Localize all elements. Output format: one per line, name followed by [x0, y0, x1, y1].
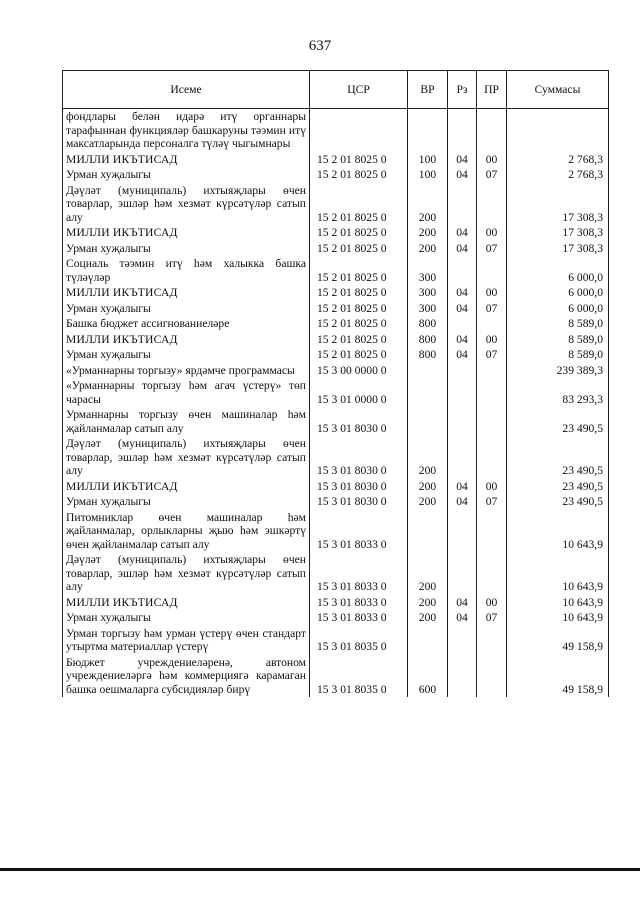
cell-rz: 04 — [448, 152, 477, 168]
cell-vr: 300 — [408, 256, 448, 285]
cell-csr: 15 2 01 8025 0 — [310, 347, 408, 363]
cell-csr: 15 2 01 8025 0 — [310, 241, 408, 257]
table-row — [63, 363, 609, 379]
table-row — [63, 626, 609, 655]
cell-sum: 2 768,3 — [507, 152, 609, 168]
cell-csr: 15 3 00 0000 0 — [310, 363, 408, 379]
cell-rz — [448, 109, 477, 152]
cell-name: Дәүләт (муниципаль) ихтыяҗлары өчен товарлар, эшләр һәм хезмәт күрсәтүләр сатып алу — [63, 436, 310, 479]
cell-vr: 200 — [408, 595, 448, 611]
table-row — [63, 256, 609, 285]
cell-vr: 300 — [408, 301, 448, 317]
cell-rz: 04 — [448, 332, 477, 348]
header-csr: ЦСР — [310, 71, 408, 109]
cell-vr: 800 — [408, 332, 448, 348]
table-row — [63, 241, 609, 257]
cell-name: «Урманнарны торгызу һәм агач үстерү» төп чарасы — [63, 378, 310, 407]
cell-csr: 15 2 01 8025 0 — [310, 225, 408, 241]
cell-rz: 04 — [448, 610, 477, 626]
table-row — [63, 225, 609, 241]
cell-name: Питомниклар өчен машиналар һәм җайланмалар, орлыкларны җыю һәм эшкәртү өчен җайланмалар сатып алу — [63, 510, 310, 553]
cell-name: Дәүләт (муниципаль) ихтыяҗлары өчен товарлар, эшләр һәм хезмәт күрсәтүләр сатып алу — [63, 183, 310, 226]
cell-pr: 00 — [477, 595, 507, 611]
cell-rz: 04 — [448, 167, 477, 183]
cell-sum: 23 490,5 — [507, 479, 609, 495]
cell-name: Башка бюджет ассигнованиеләре — [63, 316, 310, 332]
page-number: 637 — [308, 38, 332, 54]
cell-pr — [477, 256, 507, 285]
cell-vr: 200 — [408, 241, 448, 257]
page-bottom-rule — [0, 868, 640, 871]
cell-sum: 23 490,5 — [507, 407, 609, 436]
table-row — [63, 655, 609, 698]
cell-vr: 200 — [408, 610, 448, 626]
cell-rz — [448, 510, 477, 553]
table-body — [63, 109, 609, 698]
cell-name: Урман хуҗалыгы — [63, 494, 310, 510]
cell-pr — [477, 407, 507, 436]
cell-rz — [448, 655, 477, 698]
cell-vr: 100 — [408, 167, 448, 183]
cell-csr: 15 3 01 8030 0 — [310, 494, 408, 510]
table-row — [63, 332, 609, 348]
cell-sum: 2 768,3 — [507, 167, 609, 183]
cell-pr: 00 — [477, 479, 507, 495]
cell-csr — [310, 109, 408, 152]
cell-rz: 04 — [448, 225, 477, 241]
cell-rz — [448, 436, 477, 479]
cell-csr: 15 2 01 8025 0 — [310, 256, 408, 285]
table-row — [63, 552, 609, 595]
cell-csr: 15 3 01 0000 0 — [310, 378, 408, 407]
cell-csr: 15 3 01 8033 0 — [310, 552, 408, 595]
cell-sum: 49 158,9 — [507, 626, 609, 655]
cell-csr: 15 2 01 8025 0 — [310, 152, 408, 168]
cell-name: Социаль тәэмин итү һәм халыкка башка түләүләр — [63, 256, 310, 285]
cell-name: МИЛЛИ ИКЪТИСАД — [63, 332, 310, 348]
cell-vr — [408, 626, 448, 655]
cell-rz — [448, 183, 477, 226]
cell-sum: 10 643,9 — [507, 595, 609, 611]
header-rz: Рз — [448, 71, 477, 109]
cell-name: Урман хуҗалыгы — [63, 241, 310, 257]
header-pr: ПР — [477, 71, 507, 109]
cell-vr: 100 — [408, 152, 448, 168]
cell-pr: 07 — [477, 241, 507, 257]
cell-rz: 04 — [448, 595, 477, 611]
cell-name: фондлары белән идарә итү органнары тарафыннан функцияләр башкаруны тәэмин итү максатларында персоналга түләү чыгымнары — [63, 109, 310, 152]
table-row — [63, 407, 609, 436]
table-header-row — [63, 71, 609, 109]
cell-vr: 200 — [408, 183, 448, 226]
table-row — [63, 494, 609, 510]
table-row — [63, 595, 609, 611]
cell-pr: 00 — [477, 285, 507, 301]
cell-vr: 300 — [408, 285, 448, 301]
cell-name: Урманнарны торгызу өчен машиналар һәм җайланмалар сатып алу — [63, 407, 310, 436]
cell-name: МИЛЛИ ИКЪТИСАД — [63, 285, 310, 301]
cell-name: Дәүләт (муниципаль) ихтыяҗлары өчен товарлар, эшләр һәм хезмәт күрсәтүләр сатып алу — [63, 552, 310, 595]
cell-sum: 23 490,5 — [507, 494, 609, 510]
cell-sum: 83 293,3 — [507, 378, 609, 407]
cell-name: МИЛЛИ ИКЪТИСАД — [63, 595, 310, 611]
cell-vr — [408, 363, 448, 379]
cell-pr — [477, 183, 507, 226]
cell-name: МИЛЛИ ИКЪТИСАД — [63, 152, 310, 168]
cell-vr: 800 — [408, 347, 448, 363]
cell-pr — [477, 626, 507, 655]
cell-csr: 15 2 01 8025 0 — [310, 316, 408, 332]
header-name: Исеме — [63, 71, 310, 109]
cell-sum: 8 589,0 — [507, 332, 609, 348]
cell-pr: 00 — [477, 332, 507, 348]
table-row — [63, 301, 609, 317]
cell-rz — [448, 316, 477, 332]
cell-name: МИЛЛИ ИКЪТИСАД — [63, 225, 310, 241]
cell-csr: 15 3 01 8030 0 — [310, 407, 408, 436]
cell-vr: 200 — [408, 494, 448, 510]
cell-pr: 00 — [477, 225, 507, 241]
cell-rz — [448, 378, 477, 407]
header-vr: ВР — [408, 71, 448, 109]
cell-vr: 200 — [408, 436, 448, 479]
cell-sum: 10 643,9 — [507, 610, 609, 626]
cell-csr: 15 3 01 8033 0 — [310, 510, 408, 553]
cell-rz — [448, 552, 477, 595]
cell-name: МИЛЛИ ИКЪТИСАД — [63, 479, 310, 495]
cell-csr: 15 2 01 8025 0 — [310, 301, 408, 317]
table-row — [63, 347, 609, 363]
cell-sum: 239 389,3 — [507, 363, 609, 379]
cell-vr — [408, 407, 448, 436]
cell-sum: 8 589,0 — [507, 347, 609, 363]
header-sum: Суммасы — [507, 71, 609, 109]
cell-pr — [477, 363, 507, 379]
cell-pr — [477, 316, 507, 332]
table-row — [63, 316, 609, 332]
cell-rz: 04 — [448, 494, 477, 510]
cell-sum — [507, 109, 609, 152]
cell-sum: 6 000,0 — [507, 256, 609, 285]
cell-sum: 49 158,9 — [507, 655, 609, 698]
cell-sum: 23 490,5 — [507, 436, 609, 479]
table-row — [63, 109, 609, 152]
cell-pr — [477, 655, 507, 698]
cell-name: «Урманнарны торгызу» ярдәмче программасы — [63, 363, 310, 379]
cell-name: Бюджет учреждениеләренә, автоном учреждениеләргә һәм коммерциягә карамаган башка оешмаларга субсидияләр бирү — [63, 655, 310, 698]
cell-rz — [448, 363, 477, 379]
cell-pr — [477, 510, 507, 553]
cell-rz: 04 — [448, 479, 477, 495]
table-row — [63, 510, 609, 553]
cell-rz: 04 — [448, 285, 477, 301]
cell-vr: 200 — [408, 552, 448, 595]
cell-sum: 17 308,3 — [507, 225, 609, 241]
cell-pr — [477, 552, 507, 595]
cell-rz — [448, 626, 477, 655]
table-row — [63, 183, 609, 226]
cell-vr — [408, 510, 448, 553]
cell-name: Урман хуҗалыгы — [63, 347, 310, 363]
cell-sum: 17 308,3 — [507, 241, 609, 257]
cell-rz — [448, 407, 477, 436]
cell-sum: 6 000,0 — [507, 301, 609, 317]
cell-csr: 15 3 01 8030 0 — [310, 479, 408, 495]
cell-name: Урман хуҗалыгы — [63, 167, 310, 183]
cell-sum: 6 000,0 — [507, 285, 609, 301]
cell-csr: 15 2 01 8025 0 — [310, 183, 408, 226]
cell-csr: 15 3 01 8033 0 — [310, 595, 408, 611]
table-row — [63, 378, 609, 407]
table-row — [63, 436, 609, 479]
cell-pr — [477, 436, 507, 479]
cell-rz: 04 — [448, 347, 477, 363]
cell-name: Урман торгызу һәм урман үстерү өчен стандарт утыртма материаллар үстерү — [63, 626, 310, 655]
cell-pr — [477, 109, 507, 152]
cell-vr: 800 — [408, 316, 448, 332]
cell-pr: 07 — [477, 494, 507, 510]
cell-vr: 600 — [408, 655, 448, 698]
cell-rz: 04 — [448, 241, 477, 257]
cell-pr: 07 — [477, 610, 507, 626]
table-row — [63, 167, 609, 183]
cell-pr — [477, 378, 507, 407]
table-row — [63, 479, 609, 495]
budget-table — [62, 70, 609, 697]
cell-vr: 200 — [408, 225, 448, 241]
cell-name: Урман хуҗалыгы — [63, 301, 310, 317]
cell-csr: 15 3 01 8033 0 — [310, 610, 408, 626]
cell-csr: 15 2 01 8025 0 — [310, 332, 408, 348]
cell-csr: 15 3 01 8030 0 — [310, 436, 408, 479]
cell-rz: 04 — [448, 301, 477, 317]
cell-csr: 15 3 01 8035 0 — [310, 655, 408, 698]
cell-vr: 200 — [408, 479, 448, 495]
cell-csr: 15 3 01 8035 0 — [310, 626, 408, 655]
cell-sum: 10 643,9 — [507, 510, 609, 553]
cell-rz — [448, 256, 477, 285]
table-row — [63, 610, 609, 626]
cell-name: Урман хуҗалыгы — [63, 610, 310, 626]
cell-pr: 07 — [477, 301, 507, 317]
cell-csr: 15 2 01 8025 0 — [310, 167, 408, 183]
table-row — [63, 152, 609, 168]
cell-pr: 07 — [477, 347, 507, 363]
cell-sum: 17 308,3 — [507, 183, 609, 226]
cell-csr: 15 2 01 8025 0 — [310, 285, 408, 301]
cell-pr: 00 — [477, 152, 507, 168]
cell-sum: 8 589,0 — [507, 316, 609, 332]
cell-vr — [408, 378, 448, 407]
cell-vr — [408, 109, 448, 152]
table-row — [63, 285, 609, 301]
cell-pr: 07 — [477, 167, 507, 183]
cell-sum: 10 643,9 — [507, 552, 609, 595]
